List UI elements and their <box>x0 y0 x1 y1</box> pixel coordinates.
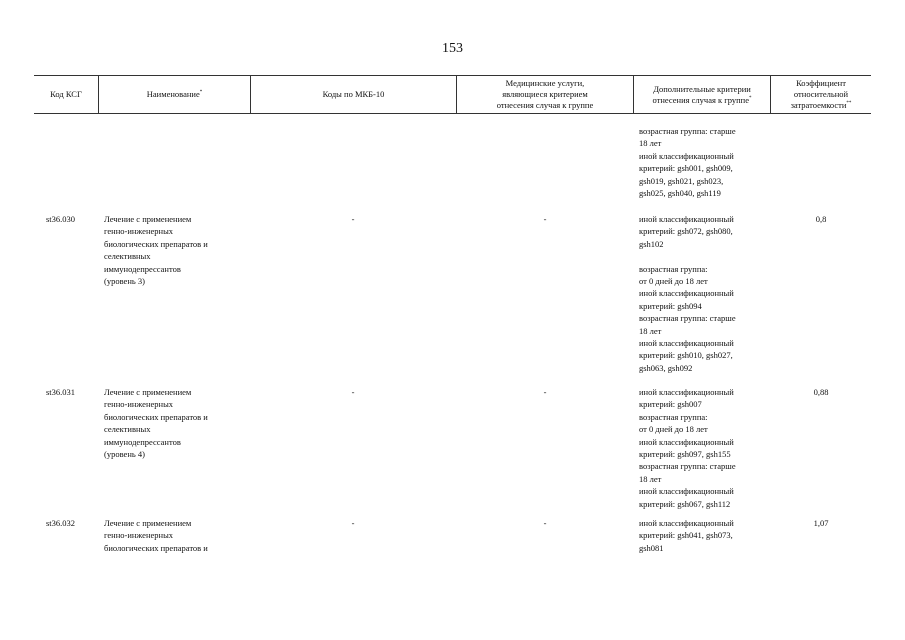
row-name: Лечение с применением генно-инженерных биологических препаратов и селективных иммунодепрессантов (уровень 3) <box>104 214 208 287</box>
header-name-text: Наименование* <box>146 89 203 99</box>
row-services: - <box>543 387 547 397</box>
row-name: Лечение с применением генно-инженерных биологических препаратов и селективных иммунодепрессантов (уровень 4) <box>104 387 208 460</box>
row-coefficient: 0,88 <box>813 387 829 397</box>
row-mkb: - <box>351 214 355 224</box>
row-criteria: иной классификационный критерий: gsh007 возрастная группа: от 0 дней до 18 лет иной классификационный критерий: gsh097, gsh155 возрастная группа: старше 18 лет иной классификационный критерий: gsh067, gsh112 <box>639 387 736 509</box>
header-criteria: Дополнительные критерии отнесения случая к группе* <box>652 83 752 105</box>
header-name <box>99 76 250 113</box>
continuation-criteria: возрастная группа: старше 18 лет иной классификационный критерий: gsh001, gsh009, gsh019, gsh021, gsh023, gsh025, gsh040, gsh119 <box>639 126 736 199</box>
row-code: st36.032 <box>46 518 76 528</box>
row-name: Лечение с применением генно-инженерных биологических препаратов и <box>104 518 208 553</box>
row-mkb: - <box>351 518 355 528</box>
row-criteria: иной классификационный критерий: gsh072, gsh080, gsh102 возрастная группа: от 0 дней до 18 лет иной классификационный критерий: gsh094 возрастная группа: старше 18 лет иной классификационный критерий: gsh010, gsh027, gsh063, gsh092 <box>639 214 736 373</box>
page-number: 153 <box>442 41 463 56</box>
header-mkb: Коды по МКБ-10 <box>322 89 385 99</box>
row-coefficient: 0,8 <box>815 214 827 224</box>
row-coefficient: 1,07 <box>813 518 829 528</box>
header-code: Код КСГ <box>50 89 82 99</box>
row-code: st36.031 <box>46 387 76 397</box>
row-criteria: иной классификационный критерий: gsh041, gsh073, gsh081 <box>639 518 734 553</box>
row-services: - <box>543 214 547 224</box>
row-code: st36.030 <box>46 214 76 224</box>
row-services: - <box>543 518 547 528</box>
header-coefficient: Коэффициент относительной затратоемкости** <box>790 78 852 110</box>
table-header-bottom-rule <box>34 113 871 114</box>
header-services: Медицинские услуги, являющиеся критерием отнесения случая к группе <box>496 78 594 110</box>
row-mkb: - <box>351 387 355 397</box>
